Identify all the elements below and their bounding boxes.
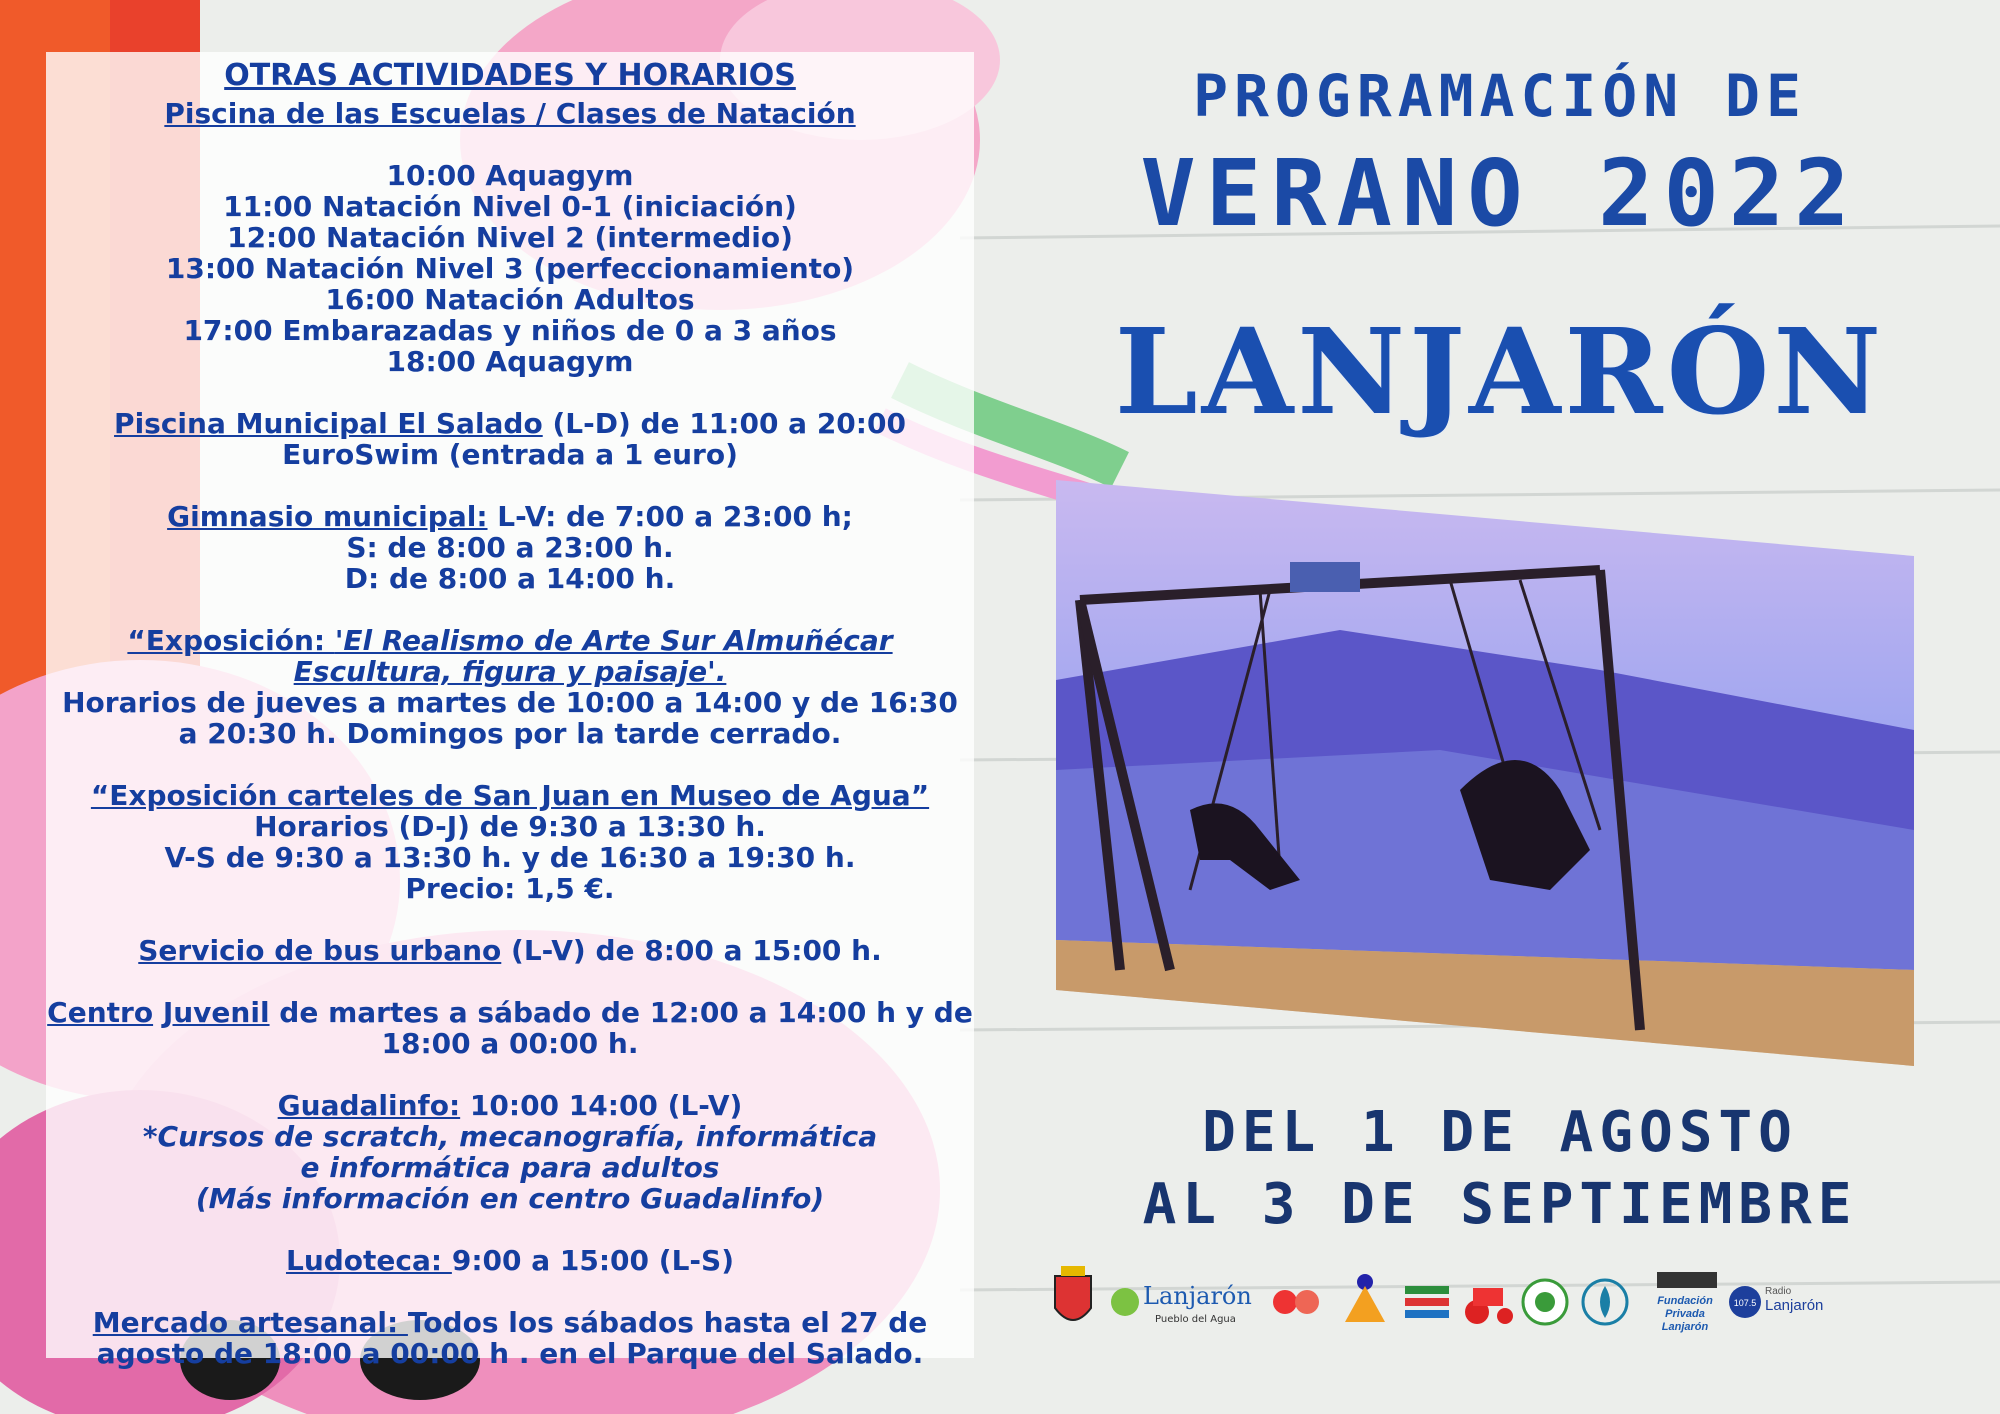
exposicion1-prefix: “Exposición: (127, 624, 335, 657)
guadalinfo-title: Guadalinfo: (277, 1089, 461, 1122)
centro-juvenil (46, 997, 974, 1028)
waves-logo (1405, 1286, 1449, 1318)
exposicion2-price: Precio: 1,5 €. (405, 872, 615, 905)
centro-juvenil-title2: Juvenil (162, 996, 270, 1029)
schedule-line: 11:00 Natación Nivel 0-1 (iniciación) (223, 190, 797, 223)
schedule-line: 17:00 Embarazadas y niños de 0 a 3 años (183, 314, 837, 347)
schedule-line: 10:00 Aquagym (386, 159, 634, 192)
exposicion2-title: “Exposición carteles de San Juan en Museo de Agua” (90, 779, 930, 812)
town-name: LANJARÓN (1114, 302, 1886, 441)
mercado-hours2: agosto de 18:00 a 00:00 h . en el Parque del Salado. (96, 1337, 924, 1370)
gimnasio-sat: S: de 8:00 a 23:00 h. (346, 531, 674, 564)
lanjaron-tagline: Pueblo del Agua (1155, 1314, 1236, 1325)
centro-juvenil-hours: de martes a sábado de 12:00 a 14:00 h y de (269, 996, 973, 1029)
tractor-logo (1465, 1288, 1513, 1324)
sponsor-logos (1045, 1262, 1925, 1342)
gimnasio-title: Gimnasio municipal: (167, 500, 488, 533)
panel-heading: OTRAS ACTIVIDADES Y HORARIOS (224, 58, 796, 93)
piscina-escuelas-title: Piscina de las Escuelas / Clases de Natación (164, 97, 856, 130)
exposicion1-hours: Horarios de jueves a martes de 10:00 a 14:00 y de 16:30 (62, 686, 958, 719)
guadalinfo (46, 1090, 974, 1121)
centro-juvenil-hours2: 18:00 a 00:00 h. (381, 1027, 639, 1060)
lanjaron-brand-logo (1111, 1282, 1252, 1325)
guadalinfo-info: (Más información en centro Guadalinfo) (195, 1182, 825, 1215)
people-logo (1273, 1290, 1319, 1314)
figure-logo (1345, 1274, 1385, 1322)
exposicion1-hours2: a 20:30 h. Domingos por la tarde cerrado. (178, 717, 842, 750)
lanjaron-brand-text: Lanjarón (1143, 1282, 1252, 1310)
bus-hours: (L-V) de 8:00 a 15:00 h. (501, 934, 882, 967)
ludoteca-title: Ludoteca: (285, 1244, 452, 1277)
guadalinfo-courses: *Cursos de scratch, mecanografía, informática (142, 1120, 878, 1153)
date-line2: AL 3 DE SEPTIEMBRE (1142, 1172, 1858, 1237)
mercado-title: Mercado artesanal: (92, 1306, 408, 1339)
exposicion1-name2: Escultura, figura y paisaje'. (293, 655, 727, 688)
fundacion-logo (1657, 1272, 1717, 1333)
swing-sign (1290, 562, 1360, 592)
guadalinfo-courses2: e informática para adultos (300, 1151, 720, 1184)
exposicion2-hours2: V-S de 9:30 a 13:30 h. y de 16:30 a 19:30 h. (164, 841, 856, 874)
fundacion-line2: Privada (1665, 1308, 1705, 1320)
schedule-line: 16:00 Natación Adultos (325, 283, 695, 316)
fundacion-line1: Fundación (1657, 1295, 1713, 1307)
mercado-hours: Todos los sábados hasta el 27 de (407, 1306, 928, 1339)
title-line2: VERANO 2022 (1140, 140, 1860, 247)
drop-logo (1583, 1280, 1627, 1324)
title-line1: PROGRAMACIÓN DE (1193, 62, 1807, 130)
mercado (46, 1307, 974, 1338)
piscina-municipal-title: Piscina Municipal El Salado (114, 407, 543, 440)
guadalinfo-hours: 10:00 14:00 (L-V) (460, 1089, 743, 1122)
exposicion2-hours: Horarios (D-J) de 9:30 a 13:30 h. (254, 810, 766, 843)
gimnasio-sun: D: de 8:00 a 14:00 h. (344, 562, 676, 595)
ludoteca-hours: 9:00 a 15:00 (L-S) (451, 1244, 734, 1277)
schedule-line: 12:00 Natación Nivel 2 (intermedio) (227, 221, 793, 254)
swing-photo (1040, 470, 1920, 1070)
radio-frequency: 107.5 (1733, 1298, 1757, 1308)
bus (46, 935, 974, 966)
piscina-municipal (46, 408, 974, 439)
radio-town: Lanjarón (1765, 1297, 1824, 1314)
exposicion1-name: 'El Realismo de Arte Sur Almuñécar (334, 624, 893, 657)
radio-label: Radio (1765, 1286, 1792, 1297)
schedule-line: 18:00 Aquagym (386, 345, 634, 378)
gimnasio (46, 501, 974, 532)
green-seal-logo (1523, 1280, 1567, 1324)
euroswim: EuroSwim (entrada a 1 euro) (282, 438, 738, 471)
schedule-line: 13:00 Natación Nivel 3 (perfeccionamiento) (165, 252, 855, 285)
date-line1: DEL 1 DE AGOSTO (1202, 1100, 1798, 1165)
centro-juvenil-title1: Centro (47, 996, 154, 1029)
piscina-municipal-hours: (L-D) de 11:00 a 20:00 (542, 407, 906, 440)
exposicion1-title (46, 625, 974, 656)
radio-logo (1729, 1286, 1823, 1318)
fundacion-line3: Lanjarón (1661, 1321, 1709, 1333)
gimnasio-hours: L-V: de 7:00 a 23:00 h; (487, 500, 853, 533)
bus-title: Servicio de bus urbano (138, 934, 502, 967)
coat-of-arms-logo (1055, 1266, 1091, 1320)
activities-panel (46, 52, 974, 1370)
ludoteca (46, 1245, 974, 1276)
